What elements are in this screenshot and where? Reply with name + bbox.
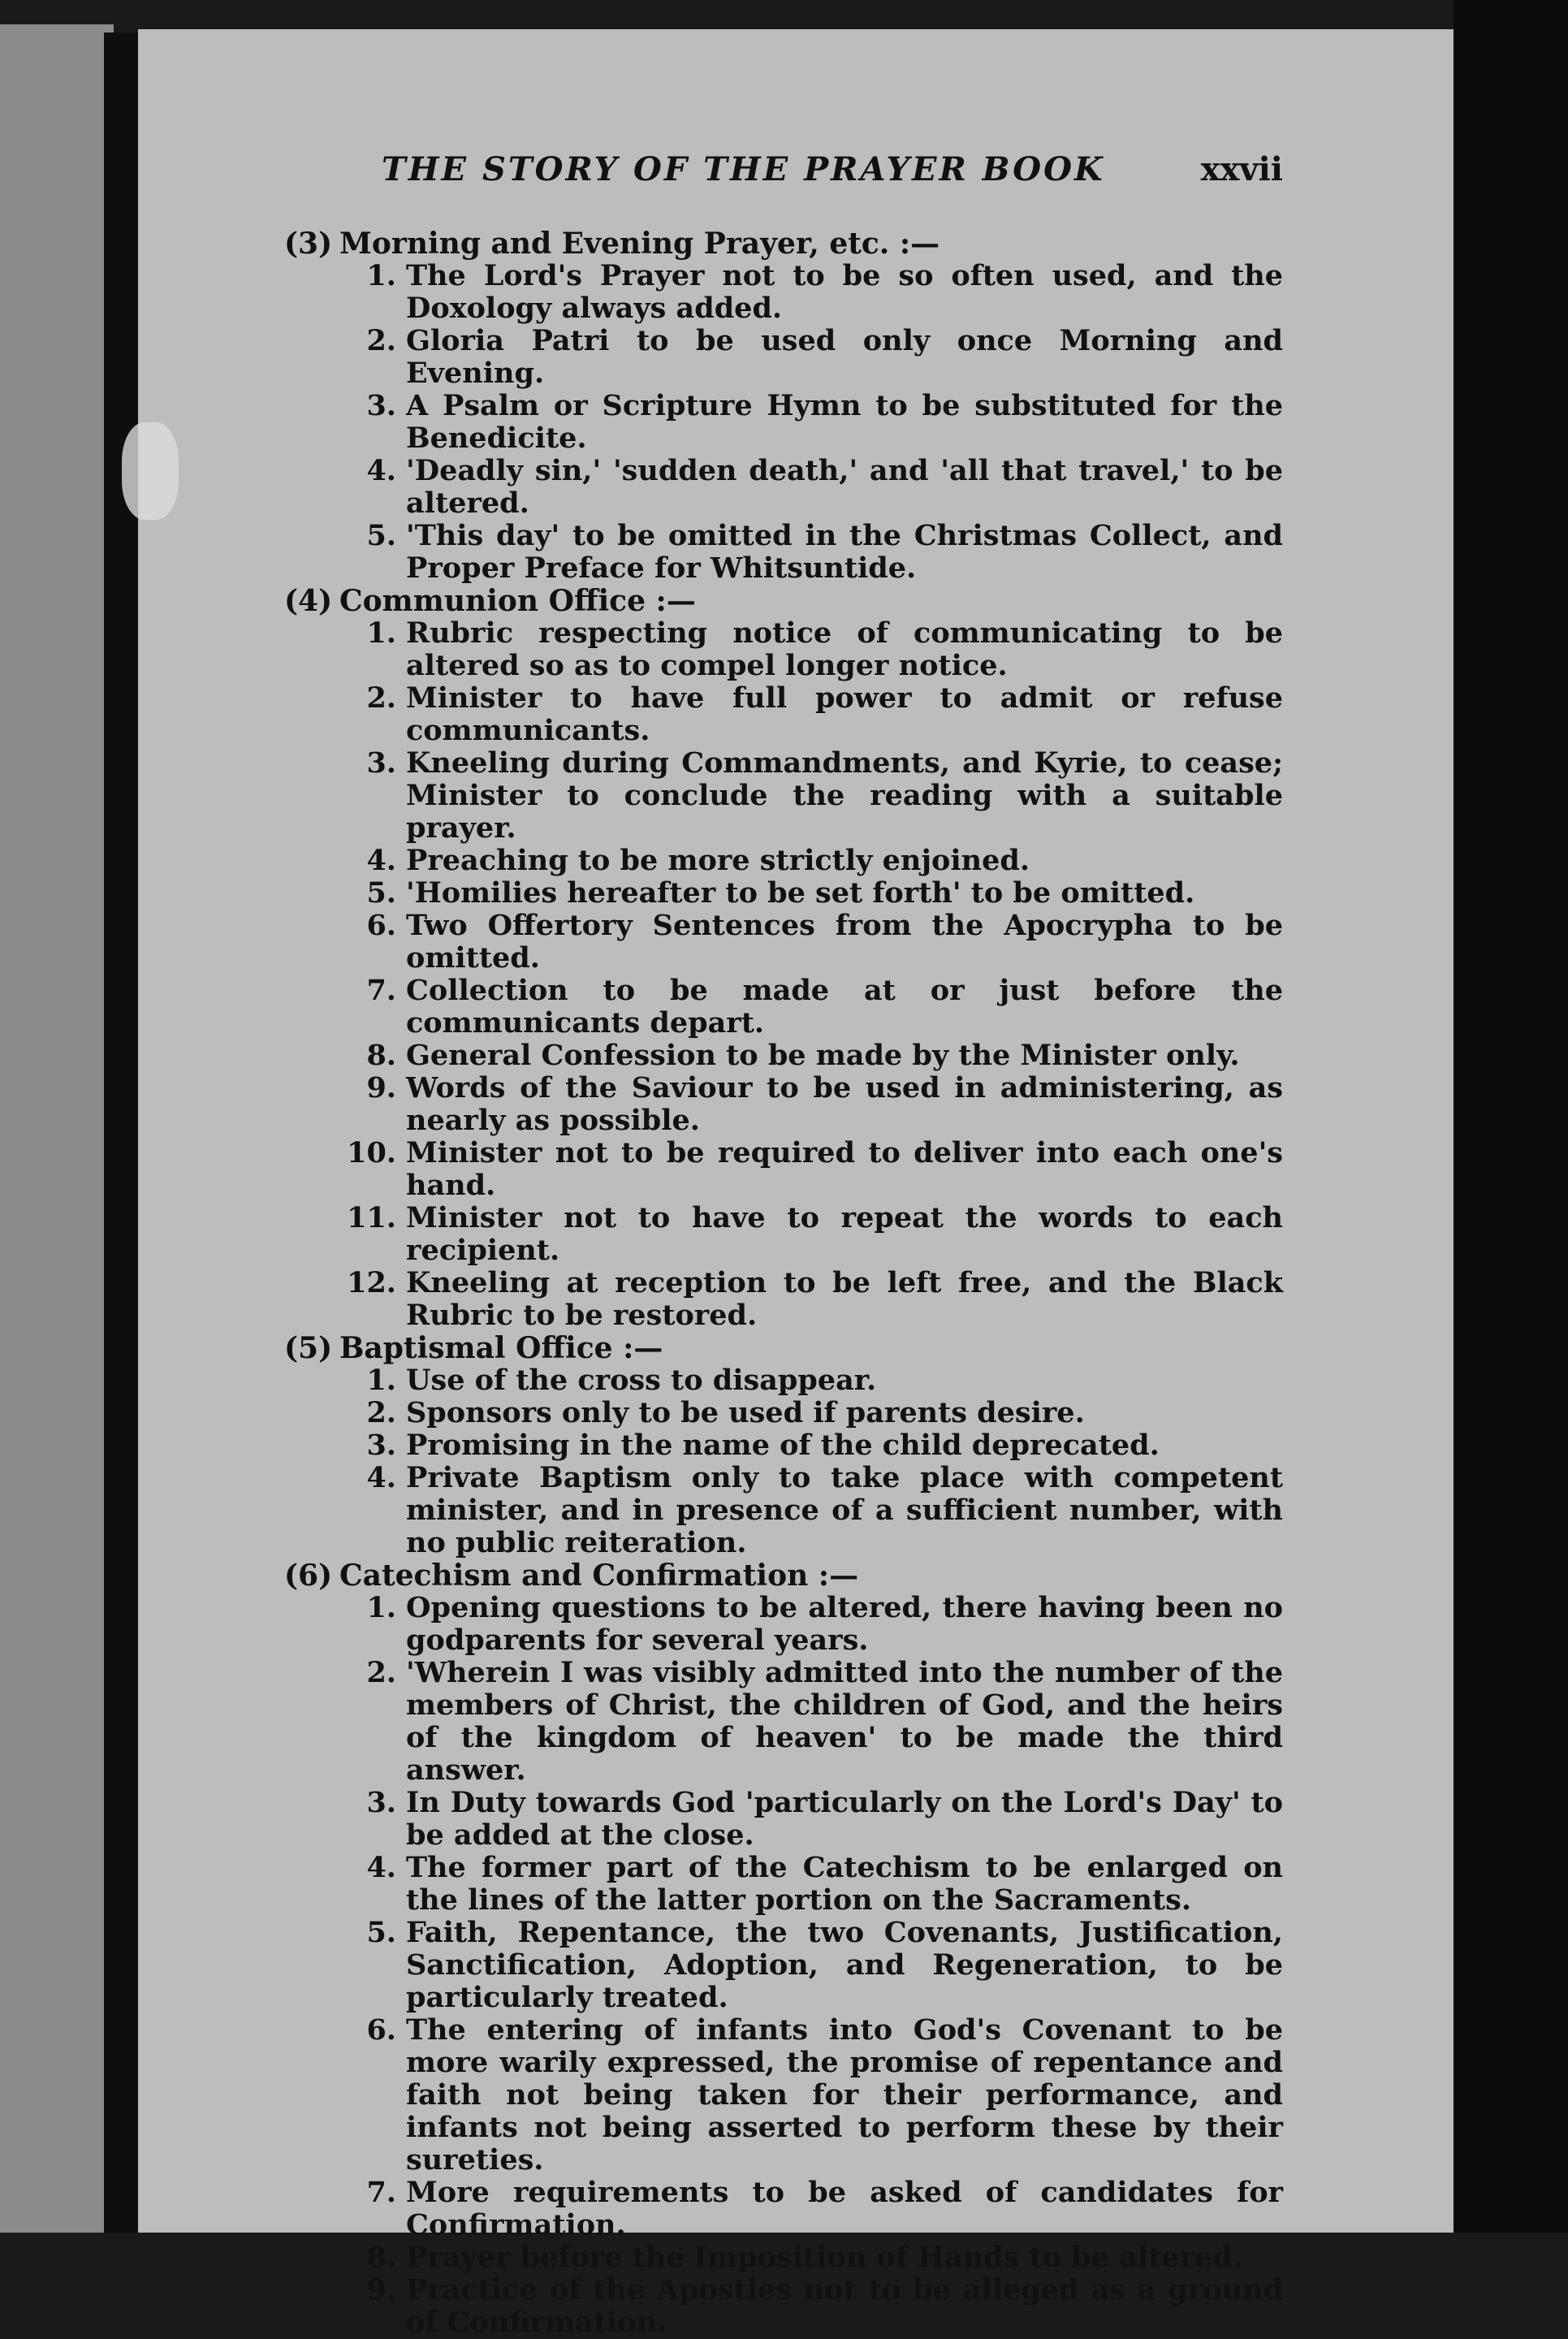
item-text: Faith, Repentance, the two Covenants, Justification, Sanctification, Adoption, and Regeneration, to be particularly treated. xyxy=(406,1916,1283,2014)
list-item xyxy=(284,1072,1283,1137)
list-item xyxy=(284,845,1283,877)
item-number: 2. xyxy=(366,681,396,715)
running-header xyxy=(382,150,1283,199)
item-text: Gloria Patri to be used only once Morning and Evening. xyxy=(406,324,1283,390)
item-number: 4. xyxy=(366,1851,396,1884)
section-heading xyxy=(284,227,1283,260)
item-number: 2. xyxy=(366,324,396,357)
item-number: 3. xyxy=(366,746,396,780)
item-text: The entering of infants into God's Covenant to be more warily expressed, the promise of repentance and faith not being taken for their performance, and infants not being asserted to perform these by their sureties. xyxy=(406,2013,1283,2177)
item-number: 11. xyxy=(347,1201,396,1234)
right-scan-border xyxy=(1454,0,1568,2233)
item-number: 1. xyxy=(366,259,396,292)
item-text: 'This day' to be omitted in the Christmas Collect, and Proper Preface for Whitsuntide. xyxy=(406,519,1283,585)
gutter-shadow xyxy=(104,32,138,2233)
item-number: 7. xyxy=(366,2176,396,2209)
item-text: Collection to be made at or just before the communicants depart. xyxy=(406,974,1283,1040)
item-number: 12. xyxy=(347,1266,396,1299)
section-number: (6) xyxy=(284,1559,333,1593)
item-number: 3. xyxy=(366,1429,396,1462)
item-text: Rubric respecting notice of communicating to be altered so as to compel longer notice. xyxy=(406,616,1283,682)
list-item xyxy=(284,1397,1283,1429)
item-text: Minister to have full power to admit or refuse communicants. xyxy=(406,681,1283,747)
item-text: Kneeling during Commandments, and Kyrie, to cease; Minister to conclude the reading with a suitable prayer. xyxy=(406,746,1283,845)
list-item xyxy=(284,975,1283,1040)
list-item xyxy=(284,1267,1283,1332)
item-number: 4. xyxy=(366,1461,396,1494)
running-title: THE STORY OF THE PRAYER BOOK xyxy=(382,150,1105,188)
list-item xyxy=(284,2242,1283,2274)
list-item xyxy=(284,877,1283,910)
list-item xyxy=(284,1202,1283,1267)
item-number: 2. xyxy=(366,1656,396,1689)
list-item xyxy=(284,617,1283,682)
item-number: 9. xyxy=(366,2273,396,2307)
list-item xyxy=(284,455,1283,520)
item-number: 8. xyxy=(366,1039,396,1072)
list-item xyxy=(284,1364,1283,1397)
item-number: 4. xyxy=(366,844,396,877)
item-text: Prayer before the Imposition of Hands to be altered. xyxy=(406,2241,1242,2274)
item-text: 'Deadly sin,' 'sudden death,' and 'all that travel,' to be altered. xyxy=(406,454,1283,520)
list-item xyxy=(284,747,1283,845)
section-title: Communion Office :— xyxy=(339,584,696,618)
item-text: General Confession to be made by the Minister only. xyxy=(406,1039,1240,1072)
item-text: Words of the Saviour to be used in administering, as nearly as possible. xyxy=(406,1071,1283,1137)
section-heading xyxy=(284,1559,1283,1592)
page-body xyxy=(284,227,1283,2339)
item-text: Practice of the Apostles not to be alleged as a ground of Confirmation. xyxy=(406,2273,1283,2339)
section-number: (3) xyxy=(284,227,333,261)
list-item xyxy=(284,1592,1283,1657)
item-text: The former part of the Catechism to be enlarged on the lines of the latter portion on the Sacraments. xyxy=(406,1851,1283,1917)
item-number: 3. xyxy=(366,1786,396,1819)
item-text: The Lord's Prayer not to be so often used, and the Doxology always added. xyxy=(406,259,1283,325)
list-item xyxy=(284,1917,1283,2014)
item-text: 'Wherein I was visibly admitted into the number of the members of Christ, the children of God, and the heirs of the kingdom of heaven' to be made the third answer. xyxy=(406,1656,1283,1787)
item-number: 5. xyxy=(366,519,396,552)
list-item xyxy=(284,1852,1283,1917)
section-title: Morning and Evening Prayer, etc. :— xyxy=(339,227,940,261)
list-item xyxy=(284,1787,1283,1852)
item-number: 1. xyxy=(366,1364,396,1397)
item-text: Sponsors only to be used if parents desire. xyxy=(406,1396,1085,1429)
section-heading xyxy=(284,1332,1283,1364)
item-number: 2. xyxy=(366,1396,396,1429)
item-number: 3. xyxy=(366,389,396,422)
list-item xyxy=(284,2014,1283,2177)
item-text: Opening questions to be altered, there having been no godparents for several years. xyxy=(406,1591,1283,1657)
list-item xyxy=(284,1040,1283,1072)
item-text: Preaching to be more strictly enjoined. xyxy=(406,844,1030,877)
item-text: More requirements to be asked of candidates for Confirmation. xyxy=(406,2176,1283,2242)
list-item xyxy=(284,325,1283,390)
item-number: 9. xyxy=(366,1071,396,1105)
list-item xyxy=(284,1462,1283,1559)
list-item xyxy=(284,2274,1283,2339)
item-number: 1. xyxy=(366,616,396,650)
left-page-edge xyxy=(0,24,114,2233)
page-number: xxvii xyxy=(1200,150,1283,188)
item-text: Minister not to be required to deliver into each one's hand. xyxy=(406,1136,1283,1202)
item-number: 6. xyxy=(366,2013,396,2047)
section-title: Baptismal Office :— xyxy=(339,1331,663,1365)
item-number: 5. xyxy=(366,876,396,910)
item-number: 1. xyxy=(366,1591,396,1624)
item-text: Kneeling at reception to be left free, and the Black Rubric to be restored. xyxy=(406,1266,1283,1332)
list-item xyxy=(284,1657,1283,1787)
item-number: 8. xyxy=(366,2241,396,2274)
item-number: 6. xyxy=(366,909,396,942)
item-number: 5. xyxy=(366,1916,396,1949)
item-text: Minister not to have to repeat the words to each recipient. xyxy=(406,1201,1283,1267)
list-item xyxy=(284,682,1283,747)
section-heading xyxy=(284,585,1283,617)
list-item xyxy=(284,910,1283,975)
item-text: 'Homilies hereafter to be set forth' to be omitted. xyxy=(406,876,1195,910)
item-text: Private Baptism only to take place with competent minister, and in presence of a sufficient number, with no public reiteration. xyxy=(406,1461,1283,1559)
list-item xyxy=(284,260,1283,325)
item-text: Promising in the name of the child deprecated. xyxy=(406,1429,1160,1462)
item-text: In Duty towards God 'particularly on the Lord's Day' to be added at the close. xyxy=(406,1786,1283,1852)
list-item xyxy=(284,1429,1283,1462)
list-item xyxy=(284,390,1283,455)
item-number: 4. xyxy=(366,454,396,487)
item-number: 10. xyxy=(347,1136,396,1170)
paper-blemish xyxy=(122,422,179,520)
item-text: A Psalm or Scripture Hymn to be substituted for the Benedicite. xyxy=(406,389,1283,455)
section-number: (4) xyxy=(284,584,333,618)
item-text: Use of the cross to disappear. xyxy=(406,1364,877,1397)
section-title: Catechism and Confirmation :— xyxy=(339,1559,859,1593)
list-item xyxy=(284,520,1283,585)
section-number: (5) xyxy=(284,1331,333,1365)
list-item xyxy=(284,2177,1283,2242)
item-number: 7. xyxy=(366,974,396,1007)
item-text: Two Offertory Sentences from the Apocrypha to be omitted. xyxy=(406,909,1283,975)
list-item xyxy=(284,1137,1283,1202)
